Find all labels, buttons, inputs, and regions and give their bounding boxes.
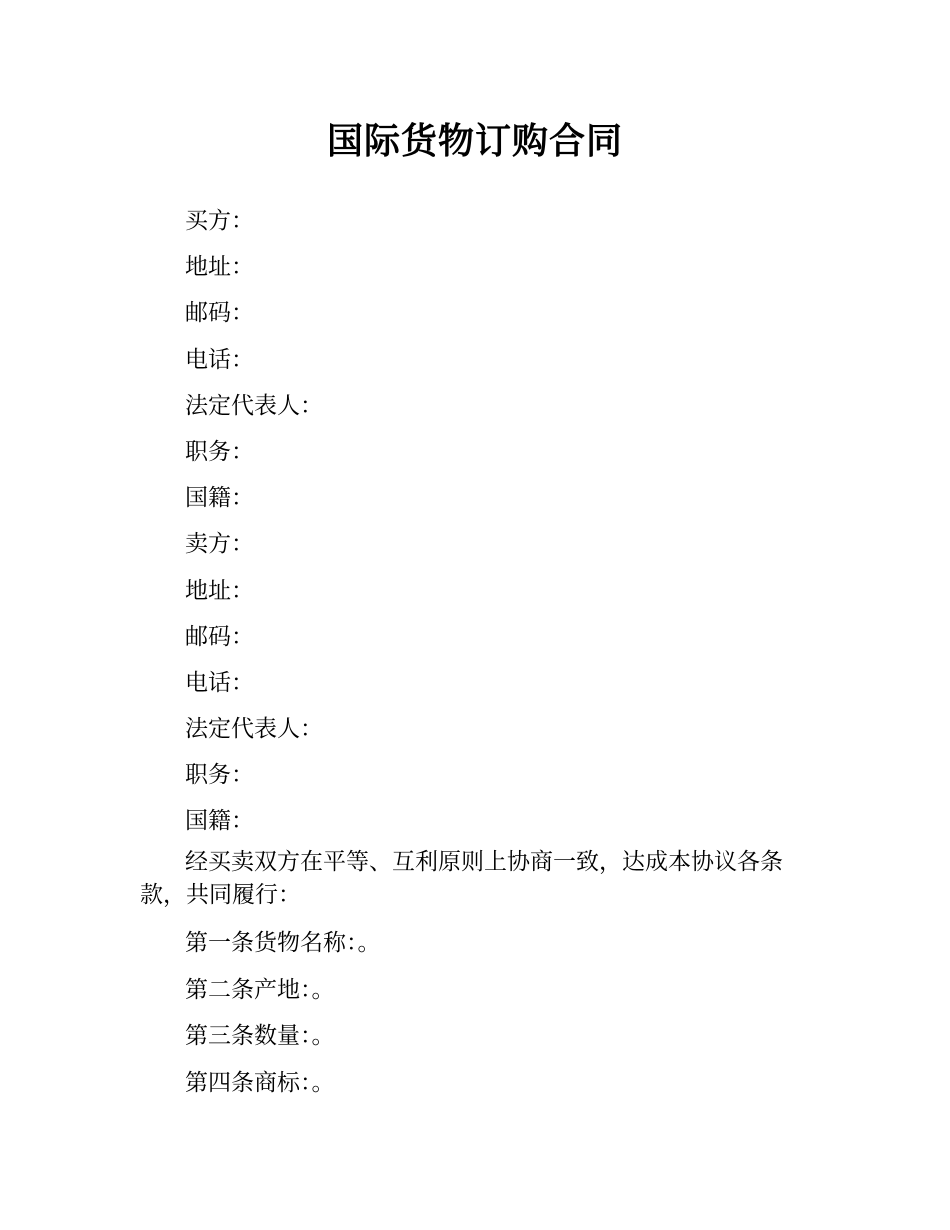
article-item: 第二条产地：。 [185, 976, 335, 1003]
buyer-field-party: 买方： [185, 208, 254, 234]
article-item: 第四条商标：。 [185, 1069, 335, 1096]
intro-paragraph: 经买卖双方在平等、互利原则上协商一致，达成本协议各条款，共同履行： [140, 849, 783, 908]
buyer-field-legal-rep: 法定代表人： [185, 392, 323, 419]
seller-field-phone: 电话： [185, 669, 254, 696]
buyer-field-address: 地址： [185, 254, 254, 281]
seller-field-address: 地址： [185, 577, 254, 604]
article-item: 第一条货物名称：。 [185, 930, 381, 956]
article-item: 第三条数量：。 [185, 1023, 335, 1049]
buyer-field-nationality: 国籍： [185, 485, 254, 512]
buyer-field-phone: 电话： [185, 346, 254, 373]
buyer-field-position: 职务： [185, 438, 254, 465]
article-list [185, 920, 381, 1106]
seller-field-nationality: 国籍： [185, 808, 254, 835]
seller-field-legal-rep: 法定代表人： [185, 716, 323, 743]
document-title: 国际货物订购合同 [326, 121, 623, 162]
seller-field-party: 卖方： [185, 531, 254, 558]
seller-field-position: 职务： [185, 762, 254, 789]
buyer-field-postcode: 邮码： [185, 300, 254, 327]
seller-field-postcode: 邮码： [185, 623, 254, 650]
party-fields [185, 198, 323, 845]
